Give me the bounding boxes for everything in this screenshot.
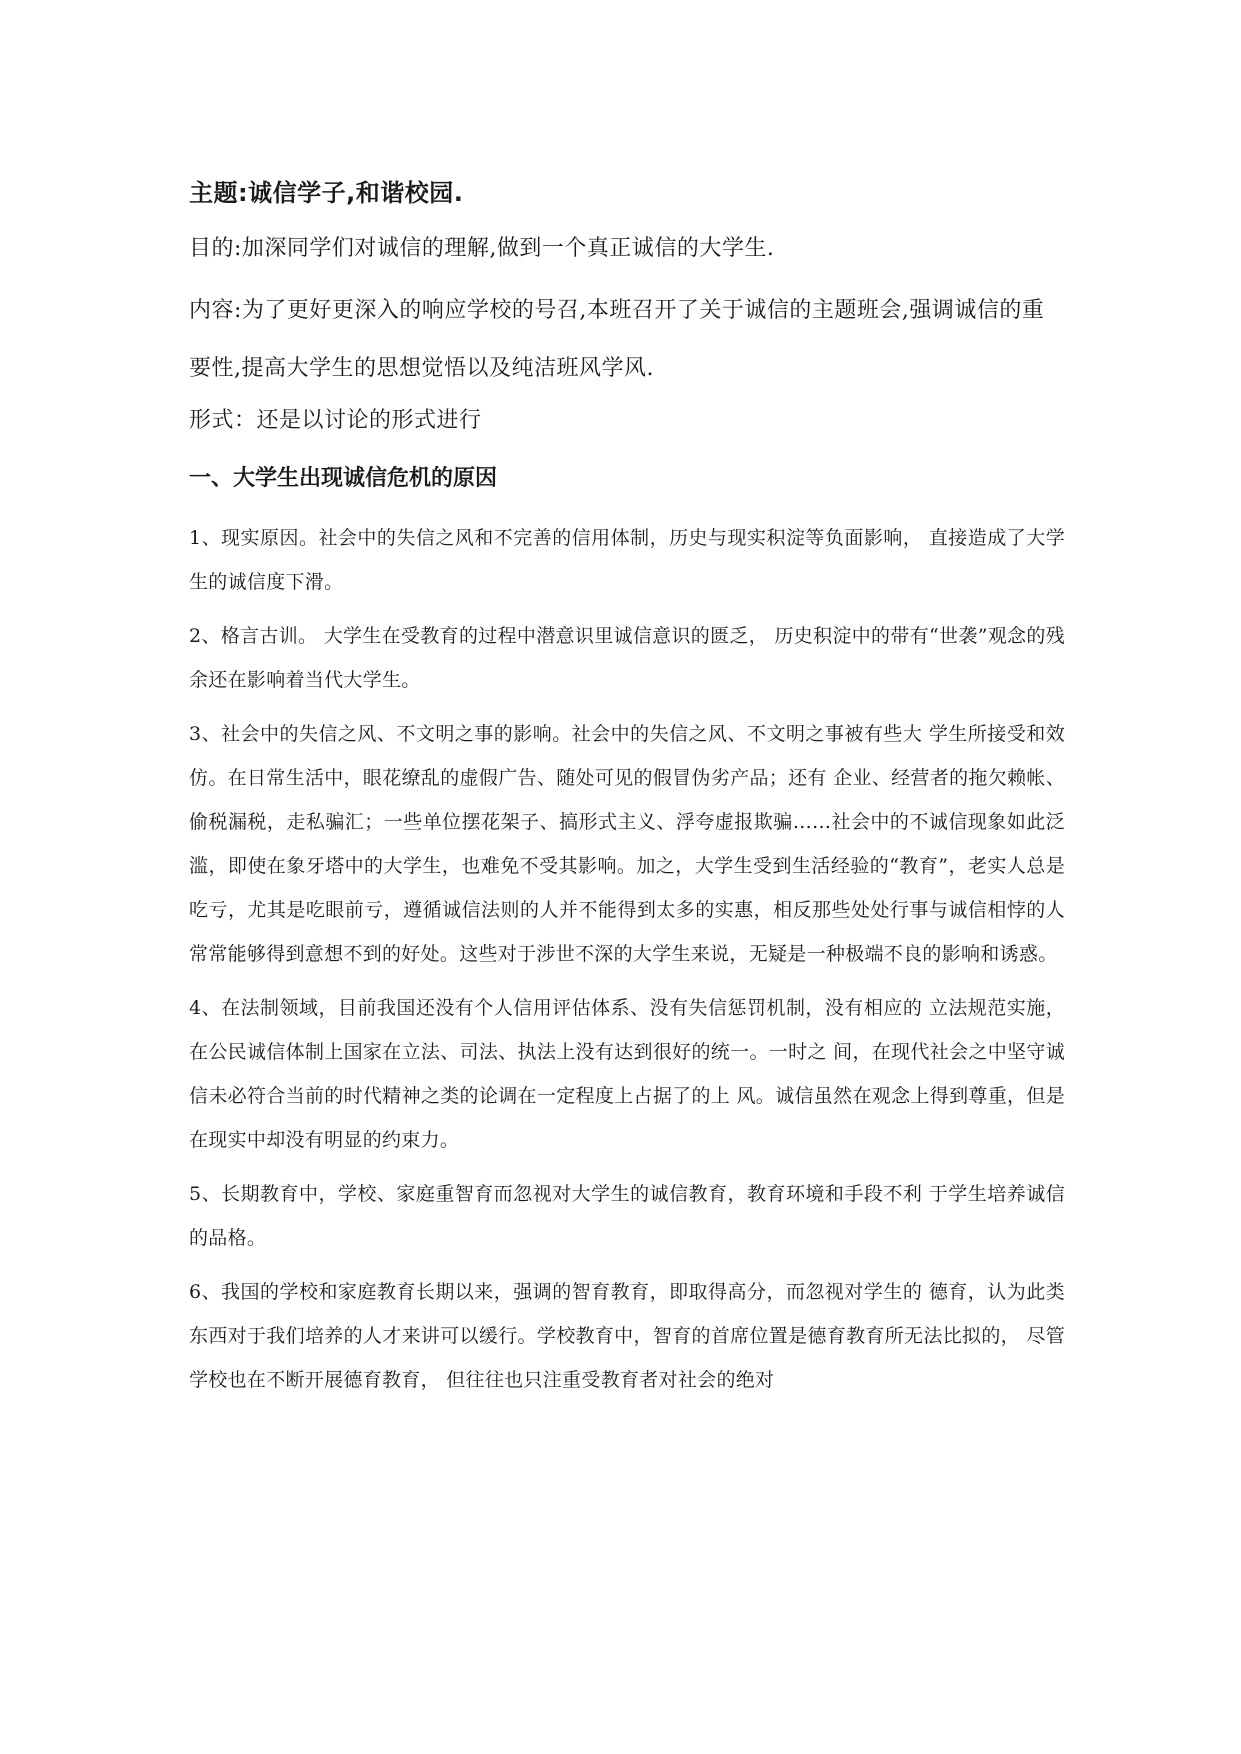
list-item: 3、社会中的失信之风、不文明之事的影响。社会中的失信之风、不文明之事被有些大 学生所接受和效仿。在日常生活中，眼花缭乱的虚假广告、随处可见的假冒伪劣产品；还有 企业、经营者的拖欠赖帐、偷税漏税，走私骗汇；一些单位摆花架子、搞形式主义、浮夸虚报欺骗……社会中的不诚信现象如此泛滥，即使在象牙塔中的大学生，也难免不受其影响。加之，大学生受到生活经验的“教育”，老实人总是吃亏，尤其是吃眼前亏，遵循诚信法则的人并不能得到太多的实惠，相反那些处处行事与诚信相悖的人常常能够得到意想不到的好处。这些对于涉世不深的大学生来说，无疑是一种极端不良的影响和诱惑。 xyxy=(189,723,1065,965)
list-item: 5、长期教育中，学校、家庭重智育而忽视对大学生的诚信教育，教育环境和手段不利 于学生培养诚信的品格。 xyxy=(189,1183,1065,1249)
list-item: 6、我国的学校和家庭教育长期以来，强调的智育教育，即取得高分，而忽视对学生的 德育，认为此类东西对于我们培养的人才来讲可以缓行。学校教育中，智育的首席位置是德育教育所无法比拟的， 尽管学校也在不断开展德育教育， 但往往也只注重受教育者对社会的绝对 xyxy=(189,1281,1065,1391)
list-item: 2、格言古训。 大学生在受教育的过程中潜意识里诚信意识的匮乏， 历史积淀中的带有“世袭”观念的残余还在影响着当代大学生。 xyxy=(189,625,1065,691)
list-item: 1、现实原因。社会中的失信之风和不完善的信用体制，历史与现实积淀等负面影响， 直接造成了大学生的诚信度下滑。 xyxy=(189,527,1065,593)
document-body xyxy=(189,176,1065,1412)
form-line: 形式：还是以讨论的形式进行 xyxy=(189,408,482,433)
list-item: 4、在法制领域，目前我国还没有个人信用评估体系、没有失信惩罚机制，没有相应的 立法规范实施，在公民诚信体制上国家在立法、司法、执法上没有达到很好的统一。一时之 间，在现代社会之中坚守诚信未必符合当前的时代精神之类的论调在一定程度上占据了的上 风。诚信虽然在观念上得到尊重，但是在现实中却没有明显的约束力。 xyxy=(189,997,1065,1151)
purpose-line: 目的:加深同学们对诚信的理解,做到一个真正诚信的大学生. xyxy=(189,236,775,261)
content-paragraph: 内容:为了更好更深入的响应学校的号召,本班召开了关于诚信的主题班会,强调诚信的重要性,提高大学生的思想觉悟以及纯洁班风学风. xyxy=(189,298,1045,381)
section-heading: 一、大学生出现诚信危机的原因 xyxy=(189,466,498,491)
document-title: 主题:诚信学子,和谐校园. xyxy=(189,179,464,207)
